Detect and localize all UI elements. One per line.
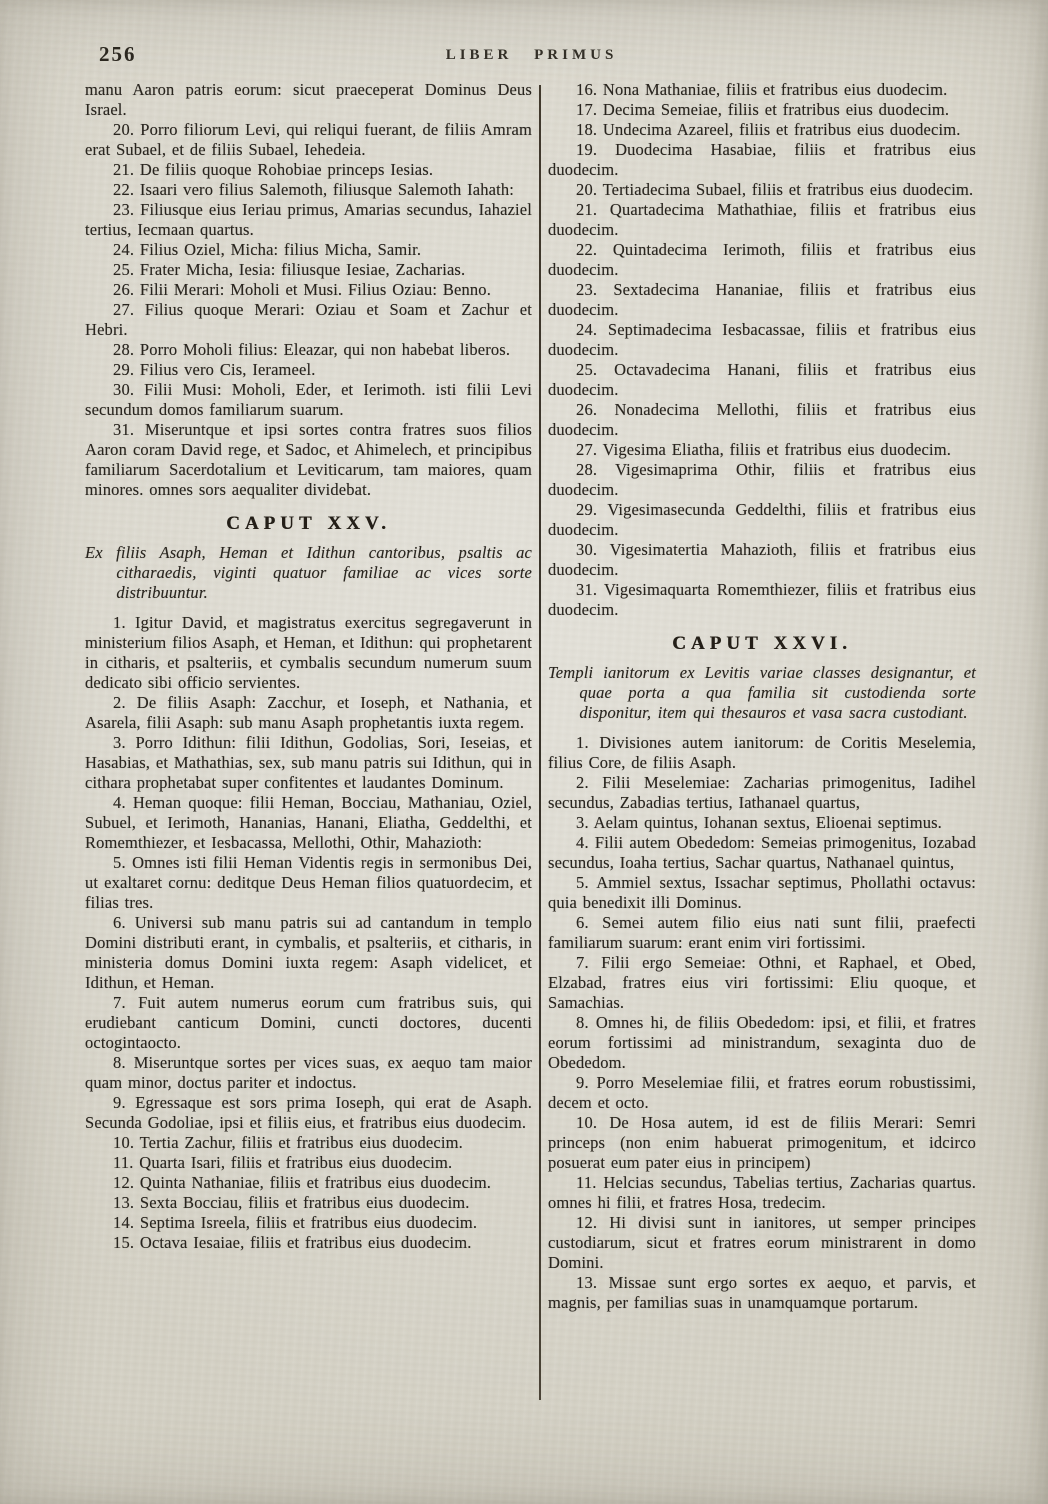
verse-paragraph: 17. Decima Semeiae, filiis et fratribus eius duodecim.	[576, 100, 950, 119]
verse-paragraph: 26. Filii Merari: Moholi et Musi. Filius Oziau: Benno.	[113, 280, 491, 299]
verse-paragraph: 3. Aelam quintus, Iohanan sextus, Elioenai septimus.	[576, 813, 942, 832]
chapter-argument: Templi ianitorum ex Levitis variae classes designantur, et quae porta a qua familia sit custodienda sorte disponitur, item qui thesauros et vasa sacra custodiant.	[548, 663, 976, 722]
verse-paragraph: 5. Omnes isti filii Heman Videntis regis in sermonibus Dei, ut exaltaret cornu: deditque Deus Heman filios quatuordecim, et filias tres.	[85, 853, 532, 912]
verse-paragraph: 29. Filius vero Cis, Ierameel.	[113, 360, 316, 379]
verse-paragraph: 29. Vigesimasecunda Geddelthi, filiis et fratribus eius duodecim.	[548, 500, 976, 539]
verse-paragraph: 16. Nona Mathaniae, filiis et fratribus eius duodecim.	[576, 80, 948, 99]
verse-paragraph: 7. Fuit autem numerus eorum cum fratribus suis, qui erudiebant canticum Domini, cuncti doctores, ducenti octogintaocto.	[85, 993, 532, 1052]
verse-paragraph: 11. Quarta Isari, filiis et fratribus eius duodecim.	[113, 1153, 453, 1172]
verse-paragraph: 13. Missae sunt ergo sortes ex aequo, et parvis, et magnis, per familias suas in unamquamque portarum.	[548, 1273, 976, 1312]
verse-paragraph: 30. Vigesimatertia Mahazioth, filiis et fratribus eius duodecim.	[548, 540, 976, 579]
verse-paragraph: 27. Vigesima Eliatha, filiis et fratribus eius duodecim.	[576, 440, 951, 459]
chapter-argument: Ex filiis Asaph, Heman et Idithun cantoribus, psaltis ac citharaedis, viginti quatuor familiae ac vices sorte distribuuntur.	[85, 543, 532, 602]
verse-paragraph: 2. De filiis Asaph: Zacchur, et Ioseph, et Nathania, et Asarela, filii Asaph: sub manu Asaph prophetantis iuxta regem.	[85, 693, 532, 732]
verse-paragraph: 9. Porro Meselemiae filii, et fratres eorum robustissimi, decem et octo.	[548, 1073, 976, 1112]
left-column	[85, 80, 532, 1253]
verse-continuation: manu Aaron patris eorum: sicut praeceperat Dominus Deus Israel.	[85, 80, 532, 119]
verse-paragraph: 12. Quinta Nathaniae, filiis et fratribus eius duodecim.	[113, 1173, 492, 1192]
verse-paragraph: 31. Miseruntque et ipsi sortes contra fratres suos filios Aaron coram David rege, et Sadoc, et Ahimelech, et principibus familiarum Sacerdotalium et Leviticarum, tam maiores, quam minores. omnes sors aequaliter dividebat.	[85, 420, 532, 499]
verse-paragraph: 10. De Hosa autem, id est de filiis Merari: Semri princeps (non enim habuerat primogenitum, et idcirco posuerat eum pater eius in principem)	[548, 1113, 976, 1172]
verse-paragraph: 6. Semei autem filio eius nati sunt filii, praefecti familiarum suarum: erant enim viri fortissimi.	[548, 913, 976, 952]
verse-paragraph: 21. Quartadecima Mathathiae, filiis et fratribus eius duodecim.	[548, 200, 976, 239]
verse-paragraph: 22. Isaari vero filius Salemoth, filiusque Salemoth Iahath:	[113, 180, 514, 199]
verse-paragraph: 12. Hi divisi sunt in ianitores, ut semper principes custodiarum, sicut et fratres eorum ministrarent in domo Domini.	[548, 1213, 976, 1272]
verse-paragraph: 11. Helcias secundus, Tabelias tertius, Zacharias quartus. omnes hi filii, et fratres Hosa, tredecim.	[548, 1173, 976, 1212]
verse-paragraph: 8. Miseruntque sortes per vices suas, ex aequo tam maior quam minor, doctus pariter et indoctus.	[85, 1053, 532, 1092]
verse-paragraph: 22. Quintadecima Ierimoth, filiis et fratribus eius duodecim.	[548, 240, 976, 279]
verse-paragraph: 10. Tertia Zachur, filiis et fratribus eius duodecim.	[113, 1133, 463, 1152]
right-column	[548, 80, 976, 1313]
running-title: LIBER PRIMUS	[445, 47, 618, 63]
page-number: 256	[99, 42, 137, 66]
verse-paragraph: 28. Vigesimaprima Othir, filiis et fratribus eius duodecim.	[548, 460, 976, 499]
verse-paragraph: 4. Heman quoque: filii Heman, Bocciau, Mathaniau, Oziel, Subuel, et Ierimoth, Hananias, Hanani, Eliatha, Geddelthi, et Romemthiezer, et Iesbacassa, Mellothi, Othir, Mahazioth:	[85, 793, 532, 852]
verse-paragraph: 9. Egressaque est sors prima Ioseph, qui erat de Asaph. Secunda Godoliae, ipsi et filiis eius, et fratribus eius duodecim.	[85, 1093, 532, 1132]
verse-paragraph: 19. Duodecima Hasabiae, filiis et fratribus eius duodecim.	[548, 140, 976, 179]
verse-paragraph: 24. Septimadecima Iesbacassae, filiis et fratribus eius duodecim.	[548, 320, 976, 359]
column-divider-rule	[539, 85, 541, 1400]
verse-paragraph: 13. Sexta Bocciau, filiis et fratribus eius duodecim.	[113, 1193, 470, 1212]
verse-paragraph: 31. Vigesimaquarta Romemthiezer, filiis et fratribus eius duodecim.	[548, 580, 976, 619]
verse-paragraph: 25. Frater Micha, Iesia: filiusque Iesiae, Zacharias.	[113, 260, 466, 279]
verse-paragraph: 5. Ammiel sextus, Issachar septimus, Phollathi octavus: quia benedixit illi Dominus.	[548, 873, 976, 912]
chapter-heading: CAPUT XXV.	[226, 513, 391, 534]
page-header	[85, 42, 978, 72]
verse-paragraph: 6. Universi sub manu patris sui ad cantandum in templo Domini distributi erant, in cymbalis, et psalteriis, et citharis, in ministeria domus Domini iuxta regem: Asaph videlicet, et Idithun, et Heman.	[85, 913, 532, 992]
verse-paragraph: 7. Filii ergo Semeiae: Othni, et Raphael, et Obed, Elzabad, fratres eius viri fortissimi: Eliu quoque, et Samachias.	[548, 953, 976, 1012]
verse-paragraph: 24. Filius Oziel, Micha: filius Micha, Samir.	[113, 240, 422, 259]
verse-paragraph: 15. Octava Iesaiae, filiis et fratribus eius duodecim.	[113, 1233, 472, 1252]
verse-paragraph: 28. Porro Moholi filius: Eleazar, qui non habebat liberos.	[113, 340, 511, 359]
verse-paragraph: 27. Filius quoque Merari: Oziau et Soam et Zachur et Hebri.	[85, 300, 532, 339]
chapter-heading: CAPUT XXVI.	[672, 633, 852, 654]
verse-paragraph: 23. Sextadecima Hananiae, filiis et fratribus eius duodecim.	[548, 280, 976, 319]
verse-paragraph: 8. Omnes hi, de filiis Obededom: ipsi, et filii, et fratres eorum fortissimi ad ministrandum, sexaginta duo de Obededom.	[548, 1013, 976, 1072]
verse-paragraph: 20. Porro filiorum Levi, qui reliqui fuerant, de filiis Amram erat Subael, et de filiis Subael, Iehedeia.	[85, 120, 532, 159]
verse-paragraph: 20. Tertiadecima Subael, filiis et fratribus eius duodecim.	[576, 180, 974, 199]
verse-paragraph: 25. Octavadecima Hanani, filiis et fratribus eius duodecim.	[548, 360, 976, 399]
verse-paragraph: 26. Nonadecima Mellothi, filiis et fratribus eius duodecim.	[548, 400, 976, 439]
verse-paragraph: 1. Igitur David, et magistratus exercitus segregaverunt in ministerium filios Asaph, et Heman, et Idithun: qui prophetarent in citharis, et psalteriis, et cymbalis secundum numerum suum dedicato sibi officio servientes.	[85, 613, 532, 692]
text-columns	[85, 80, 978, 1400]
verse-paragraph: 18. Undecima Azareel, filiis et fratribus eius duodecim.	[576, 120, 961, 139]
verse-paragraph: 14. Septima Isreela, filiis et fratribus eius duodecim.	[113, 1213, 478, 1232]
verse-paragraph: 1. Divisiones autem ianitorum: de Coritis Meselemia, filius Core, de filiis Asaph.	[548, 733, 976, 772]
verse-paragraph: 4. Filii autem Obededom: Semeias primogenitus, Iozabad secundus, Ioaha tertius, Sachar quartus, Nathanael quintus,	[548, 833, 976, 872]
verse-paragraph: 3. Porro Idithun: filii Idithun, Godolias, Sori, Ieseias, et Hasabias, et Mathathias, sex, sub manu patris sui Idithun, qui in cithara prophetabat super confitentes et laudantes Dominum.	[85, 733, 532, 792]
verse-paragraph: 2. Filii Meselemiae: Zacharias primogenitus, Iadihel secundus, Zabadias tertius, Iathanael quartus,	[548, 773, 976, 812]
verse-paragraph: 30. Filii Musi: Moholi, Eder, et Ierimoth. isti filii Levi secundum domos familiarum suarum.	[85, 380, 532, 419]
verse-paragraph: 21. De filiis quoque Rohobiae princeps Iesias.	[113, 160, 434, 179]
verse-paragraph: 23. Filiusque eius Ieriau primus, Amarias secundus, Iahaziel tertius, Iecmaan quartus.	[85, 200, 532, 239]
